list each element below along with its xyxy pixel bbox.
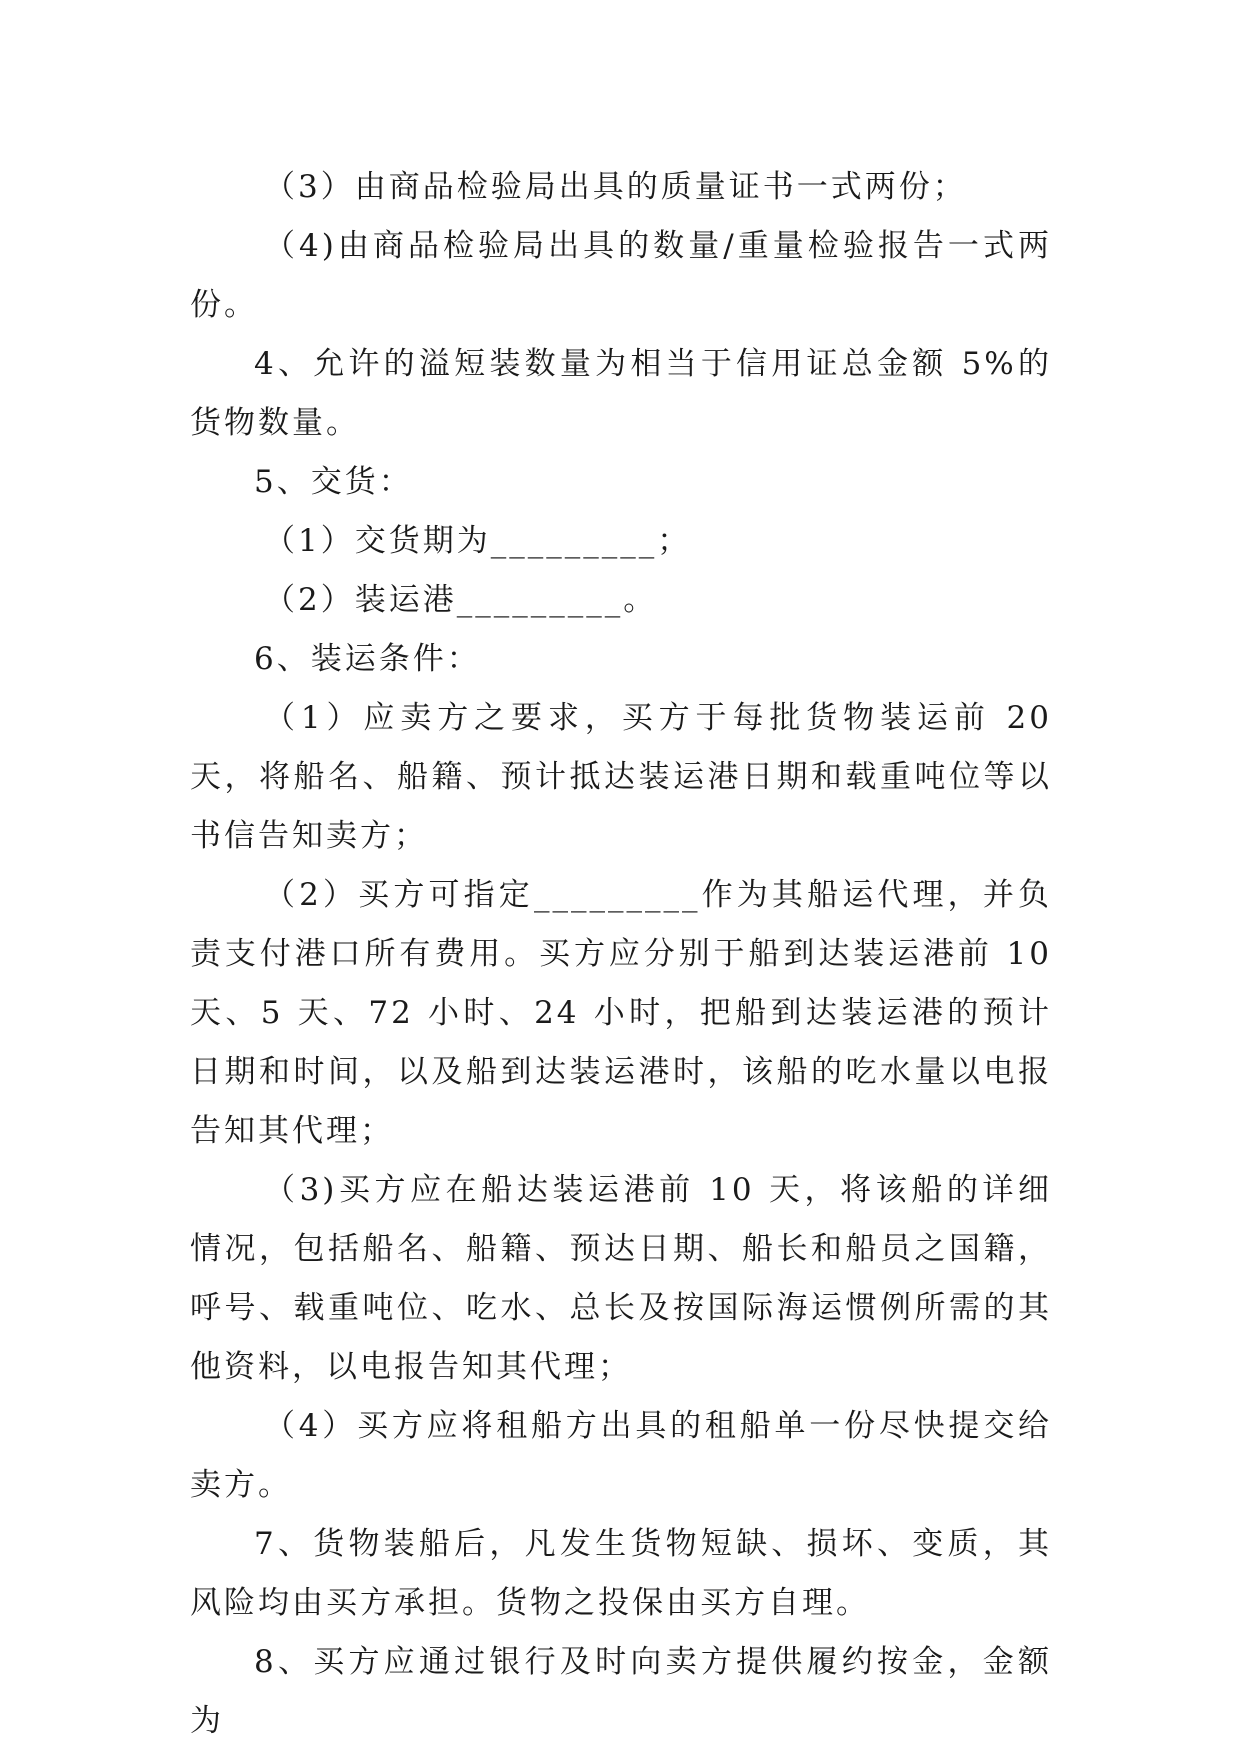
paragraph-performance-deposit: 8、买方应通过银行及时向卖方提供履约按金，金额为 bbox=[190, 1644, 1052, 1739]
paragraph-vessel-notice: （1）应卖方之要求，买方于每批货物装运前 20 天，将船名、船籍、预计抵达装运港日期和载重吨位等以书信告知卖方； bbox=[190, 700, 1065, 854]
paragraph-more-or-less-quantity: 4、允许的溢短装数量为相当于信用证总金额 5%的货物数量。 bbox=[190, 346, 1052, 441]
paragraph-loading-port: （2）装运港_________。 bbox=[264, 582, 658, 618]
paragraph-quantity-weight-report: （4)由商品检验局出具的数量/重量检验报告一式两份。 bbox=[190, 228, 1052, 323]
paragraph-risk-insurance: 7、货物装船后，凡发生货物短缺、损坏、变质，其风险均由买方承担。货物之投保由买方自理。 bbox=[190, 1526, 1052, 1621]
heading-delivery: 5、交货： bbox=[254, 464, 413, 500]
paragraph-shipping-agent: （2）买方可指定_________作为其船运代理，并负责支付港口所有费用。买方应分别于船到达装运港前 10 天、5 天、72 小时、24 小时，把船到达装运港的预计日期和时间，以及船到达装运港时，该船的吃水量以电报告知其代理； bbox=[190, 877, 1065, 1149]
paragraph-quality-certificate: （3）由商品检验局出具的质量证书一式两份； bbox=[264, 169, 967, 205]
paragraph-charter-party: （4）买方应将租船方出具的租船单一份尽快提交给卖方。 bbox=[190, 1408, 1052, 1503]
paragraph-vessel-details: （3)买方应在船达装运港前 10 天，将该船的详细情况，包括船名、船籍、预达日期、船长和船员之国籍，呼号、载重吨位、吃水、总长及按国际海运惯例所需的其他资料，以电报告知其代理； bbox=[190, 1172, 1052, 1385]
paragraph-delivery-period: （1）交货期为_________； bbox=[264, 523, 692, 559]
heading-shipping-conditions: 6、装运条件： bbox=[254, 641, 481, 677]
document-body bbox=[190, 158, 1065, 1751]
